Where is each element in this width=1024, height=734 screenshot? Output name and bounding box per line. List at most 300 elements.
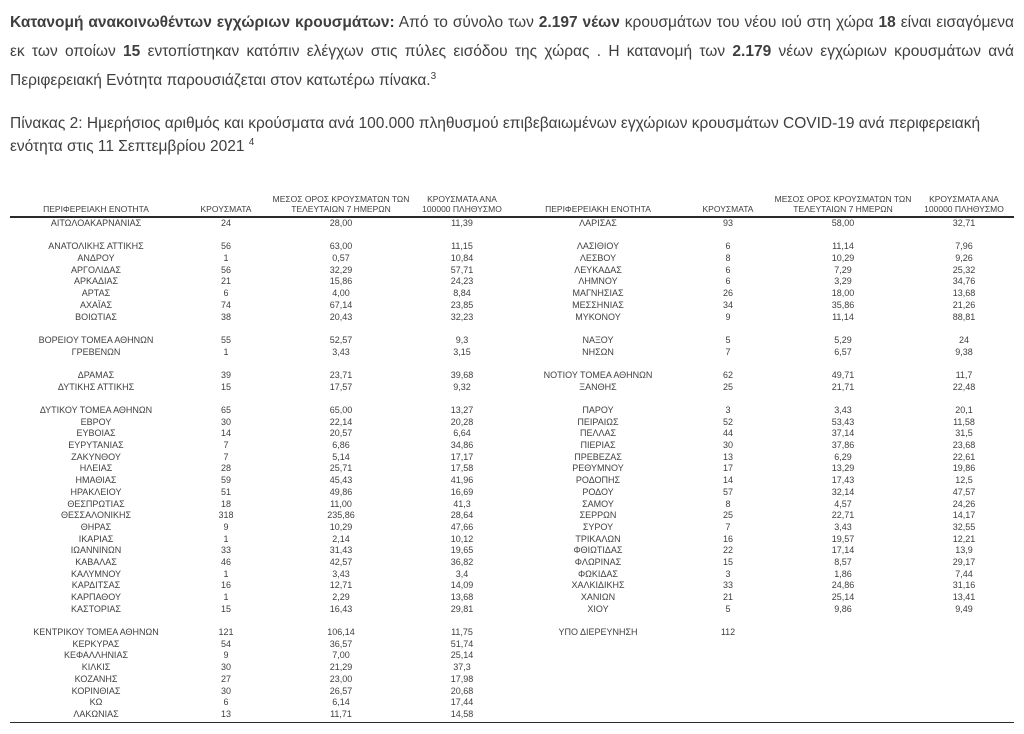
value-cell — [914, 358, 1014, 370]
value-cell: 17,57 — [329, 381, 353, 392]
value-cell: 25,71 — [329, 463, 353, 474]
value-cell — [914, 639, 1014, 651]
region-name-cell: ΣΑΜΟΥ — [582, 498, 614, 509]
table-row — [10, 639, 1014, 651]
table-row — [10, 686, 1014, 698]
value-cell: 7,29 — [834, 264, 852, 275]
table-row — [10, 674, 1014, 686]
value-cell: 6,29 — [834, 451, 852, 462]
value-cell: 5 — [725, 603, 731, 614]
value-cell: 106,14 — [327, 627, 355, 638]
value-cell — [182, 393, 270, 405]
region-name-cell: ΔΥΤΙΚΟΥ ΤΟΜΕΑ ΑΘΗΝΩΝ — [39, 405, 153, 415]
value-cell: 30 — [220, 416, 231, 427]
region-name-cell: ΚΟΡΙΝΘΙΑΣ — [71, 685, 121, 696]
region-name-cell: ΚΩ — [89, 697, 103, 708]
value-cell: 7 — [725, 346, 731, 357]
region-name-cell: ΕΒΡΟΥ — [80, 416, 112, 427]
value-cell — [914, 323, 1014, 335]
region-name-cell: ΚΑΛΥΜΝΟΥ — [70, 568, 122, 579]
region-name-cell: ΝΗΣΩΝ — [582, 346, 614, 357]
table-row — [10, 545, 1014, 557]
value-cell — [182, 323, 270, 335]
table-row — [10, 650, 1014, 662]
region-name-cell: ΗΡΑΚΛΕΙΟΥ — [70, 486, 122, 497]
table-row — [10, 230, 1014, 242]
value-cell: 17,43 — [831, 475, 855, 486]
region-name-cell: ΑΡΚΑΔΙΑΣ — [73, 276, 119, 287]
value-cell: 1 — [223, 346, 229, 357]
value-cell: 7,44 — [955, 568, 973, 579]
table-row — [10, 557, 1014, 569]
value-cell: 121 — [218, 627, 234, 638]
value-cell: 20,57 — [329, 428, 353, 439]
value-cell: 6 — [725, 264, 731, 275]
value-cell — [684, 358, 772, 370]
table-row — [10, 662, 1014, 674]
value-cell: 29,81 — [450, 603, 474, 614]
value-cell — [914, 709, 1014, 721]
region-name-cell: ΚΙΛΚΙΣ — [81, 662, 111, 673]
value-cell: 25,32 — [952, 264, 976, 275]
value-cell: 41,96 — [450, 475, 474, 486]
value-cell: 11,58 — [953, 416, 975, 427]
value-cell: 16 — [220, 580, 231, 591]
region-name-cell: ΧΑΛΚΙΔΙΚΗΣ — [571, 580, 625, 591]
table-row — [10, 615, 1014, 627]
value-cell: 8 — [725, 498, 731, 509]
table-row — [10, 452, 1014, 464]
intro-text-1: Από το σύνολο των — [394, 14, 539, 31]
table-row — [10, 499, 1014, 511]
region-name-cell: ΚΑΡΔΙΤΣΑΣ — [71, 580, 121, 591]
value-cell — [684, 230, 772, 242]
value-cell — [772, 686, 914, 698]
value-cell: 35,86 — [831, 299, 855, 310]
region-name-cell — [512, 230, 684, 242]
value-cell: 17,44 — [450, 697, 474, 708]
value-cell: 14 — [220, 428, 231, 439]
value-cell: 58,00 — [831, 218, 855, 228]
region-name-cell — [512, 709, 684, 721]
value-cell: 20,1 — [955, 405, 973, 415]
region-name-cell: ΑΝΔΡΟΥ — [77, 253, 115, 264]
region-name-cell: ΦΘΙΩΤΙΔΑΣ — [573, 545, 623, 556]
table-row — [10, 218, 1014, 230]
value-cell: 3,43 — [834, 521, 852, 532]
value-cell — [772, 358, 914, 370]
value-cell — [412, 230, 512, 242]
value-cell: 26,57 — [329, 685, 353, 696]
value-cell: 13,29 — [831, 463, 855, 474]
value-cell: 49,86 — [329, 486, 353, 497]
table-row — [10, 335, 1014, 347]
table-row — [10, 417, 1014, 429]
region-name-cell: ΘΕΣΠΡΩΤΙΑΣ — [67, 498, 125, 509]
header-per100k-left: ΚΡΟΥΣΜΑΤΑ ΑΝΑ 100000 ΠΛΗΘΥΣΜΟ — [422, 194, 502, 214]
value-cell: 7 — [223, 440, 229, 451]
header-region-right: ΠΕΡΙΦΕΡΕΙΑΚΗ ΕΝΟΤΗΤΑ — [545, 204, 651, 214]
value-cell — [684, 639, 772, 651]
value-cell: 15 — [220, 603, 231, 614]
table-row — [10, 440, 1014, 452]
value-cell: 22,48 — [952, 381, 976, 392]
intro-paragraph — [10, 8, 1014, 95]
value-cell — [772, 674, 914, 686]
value-cell — [772, 639, 914, 651]
value-cell: 3,29 — [834, 276, 852, 287]
value-cell: 17,17 — [450, 451, 474, 462]
table-row — [10, 475, 1014, 487]
table-row — [10, 569, 1014, 581]
region-name-cell: ΚΟΖΑΝΗΣ — [74, 673, 118, 684]
value-cell: 21,26 — [952, 299, 976, 310]
region-name-cell: ΙΚΑΡΙΑΣ — [78, 533, 114, 544]
value-cell: 10,84 — [450, 253, 474, 264]
value-cell — [270, 358, 412, 370]
region-name-cell: ΚΑΒΑΛΑΣ — [75, 556, 117, 567]
value-cell — [914, 615, 1014, 627]
table-row — [10, 276, 1014, 288]
value-cell: 93 — [722, 218, 733, 228]
value-cell: 1 — [223, 253, 229, 264]
region-name-cell — [10, 393, 182, 405]
value-cell — [412, 358, 512, 370]
footnote-marker-3: 3 — [430, 70, 437, 82]
value-cell: 3,4 — [455, 568, 469, 579]
region-name-cell: ΑΡΓΟΛΙΔΑΣ — [71, 264, 121, 275]
value-cell: 5 — [725, 334, 731, 345]
value-cell: 49,71 — [831, 369, 855, 380]
value-cell: 6 — [725, 276, 731, 287]
region-name-cell: ΛΗΜΝΟΥ — [578, 276, 618, 287]
region-name-cell: ΦΛΩΡΙΝΑΣ — [574, 556, 622, 567]
region-name-cell — [512, 323, 684, 335]
region-name-cell — [512, 662, 684, 674]
value-cell: 21 — [722, 592, 733, 602]
region-name-cell: ΑΧΑΪΑΣ — [79, 299, 113, 310]
intro-text-3: είναι εισαγόμενα εκ των οποίων — [10, 14, 1014, 60]
value-cell: 46 — [220, 556, 231, 567]
region-name-cell: ΔΥΤΙΚΗΣ ΑΤΤΙΚΗΣ — [57, 381, 135, 392]
value-cell: 32,29 — [329, 264, 353, 275]
imported-cases-count: 18 — [878, 14, 896, 31]
value-cell: 42,57 — [329, 556, 353, 567]
region-name-cell: ΘΗΡΑΣ — [80, 521, 112, 532]
value-cell: 31,16 — [952, 580, 976, 591]
value-cell: 1,86 — [834, 568, 852, 579]
value-cell: 52 — [722, 416, 733, 427]
value-cell: 6 — [223, 697, 229, 708]
region-name-cell: ΜΑΓΝΗΣΙΑΣ — [572, 288, 624, 299]
value-cell: 9 — [725, 311, 731, 322]
value-cell: 36,82 — [450, 556, 474, 567]
region-name-cell: ΡΟΔΟΥ — [582, 486, 614, 497]
table-row — [10, 697, 1014, 709]
value-cell — [914, 697, 1014, 709]
region-name-cell: ΦΩΚΙΔΑΣ — [578, 568, 618, 579]
value-cell: 14,09 — [450, 580, 474, 591]
table-row — [10, 627, 1014, 639]
region-name-cell: ΠΑΡΟΥ — [582, 405, 614, 415]
region-name-cell: ΚΕΝΤΡΙΚΟΥ ΤΟΜΕΑ ΑΘΗΝΩΝ — [33, 627, 159, 638]
value-cell: 32,55 — [952, 521, 976, 532]
value-cell: 14 — [722, 475, 733, 486]
region-name-cell: ΜΕΣΣΗΝΙΑΣ — [572, 299, 624, 310]
table-row — [10, 709, 1014, 721]
value-cell: 37,86 — [831, 440, 855, 451]
value-cell: 13 — [220, 708, 231, 719]
value-cell — [684, 674, 772, 686]
value-cell — [182, 230, 270, 242]
value-cell: 15,86 — [329, 276, 353, 287]
value-cell — [270, 615, 412, 627]
value-cell — [914, 674, 1014, 686]
value-cell — [772, 650, 914, 662]
region-name-cell: ΓΡΕΒΕΝΩΝ — [71, 346, 121, 357]
table-caption — [10, 112, 1014, 158]
region-name-cell: ΛΑΡΙΣΑΣ — [579, 218, 617, 228]
value-cell: 9,49 — [955, 603, 973, 614]
value-cell — [914, 650, 1014, 662]
value-cell: 3,43 — [834, 405, 852, 415]
value-cell: 11,14 — [832, 311, 854, 322]
table-row — [10, 288, 1014, 300]
region-name-cell — [10, 358, 182, 370]
value-cell: 41,3 — [453, 498, 471, 509]
value-cell — [914, 662, 1014, 674]
table-row — [10, 428, 1014, 440]
region-name-cell: ΛΑΚΩΝΙΑΣ — [73, 708, 119, 719]
table-row — [10, 358, 1014, 370]
region-name-cell: ΝΑΞΟΥ — [582, 334, 614, 345]
value-cell — [270, 393, 412, 405]
header-region-left: ΠΕΡΙΦΕΡΕΙΑΚΗ ΕΝΟΤΗΤΑ — [43, 204, 149, 214]
value-cell: 21,29 — [329, 662, 353, 673]
region-name-cell: ΚΕΦΑΛΛΗΝΙΑΣ — [63, 650, 129, 661]
value-cell: 11,14 — [832, 241, 854, 252]
value-cell: 65,00 — [329, 405, 353, 415]
value-cell: 53,43 — [831, 416, 855, 427]
value-cell: 13,9 — [955, 545, 973, 556]
region-name-cell: ΧΑΝΙΩΝ — [580, 592, 616, 602]
value-cell — [684, 697, 772, 709]
value-cell: 44 — [722, 428, 733, 439]
value-cell: 56 — [220, 241, 231, 252]
region-name-cell: ΛΕΥΚΑΔΑΣ — [574, 264, 622, 275]
table-row — [10, 253, 1014, 265]
value-cell: 13,68 — [952, 288, 976, 299]
value-cell: 38 — [220, 311, 231, 322]
value-cell: 9,32 — [453, 381, 471, 392]
value-cell: 32,14 — [831, 486, 855, 497]
value-cell: 51,74 — [450, 638, 474, 649]
value-cell: 1 — [223, 533, 229, 544]
value-cell: 12,21 — [952, 533, 976, 544]
value-cell: 37,3 — [453, 662, 471, 673]
value-cell: 20,68 — [450, 685, 474, 696]
table-row — [10, 510, 1014, 522]
value-cell: 47,66 — [450, 521, 474, 532]
value-cell: 65 — [220, 405, 231, 415]
value-cell: 19,57 — [831, 533, 855, 544]
value-cell: 4,57 — [834, 498, 852, 509]
value-cell: 9,86 — [834, 603, 852, 614]
region-name-cell: ΥΠΟ ΔΙΕΡΕΥΝΗΣΗ — [558, 627, 638, 638]
value-cell: 24 — [220, 218, 231, 228]
value-cell: 21 — [220, 276, 231, 287]
value-cell: 18,00 — [831, 288, 855, 299]
value-cell: 30 — [220, 685, 231, 696]
region-name-cell — [512, 674, 684, 686]
value-cell: 62 — [722, 369, 733, 380]
value-cell: 13,41 — [952, 592, 976, 602]
value-cell: 12,5 — [955, 475, 973, 486]
value-cell: 51 — [220, 486, 231, 497]
value-cell: 32,23 — [450, 311, 474, 322]
value-cell — [684, 615, 772, 627]
value-cell: 13,68 — [450, 592, 474, 602]
region-name-cell: ΖΑΚΥΝΘΟΥ — [71, 451, 121, 462]
table-row — [10, 300, 1014, 312]
region-name-cell: ΒΟΡΕΙΟΥ ΤΟΜΕΑ ΑΘΗΝΩΝ — [38, 334, 154, 345]
value-cell: 6,57 — [834, 346, 852, 357]
region-name-cell — [512, 650, 684, 662]
region-name-cell — [512, 393, 684, 405]
value-cell: 33 — [220, 545, 231, 556]
region-name-cell: ΣΕΡΡΩΝ — [579, 510, 617, 521]
region-name-cell: ΠΕΙΡΑΙΩΣ — [577, 416, 619, 427]
value-cell: 8,57 — [834, 556, 852, 567]
value-cell — [914, 393, 1014, 405]
value-cell: 8,84 — [453, 288, 471, 299]
region-name-cell: ΕΥΡΥΤΑΝΙΑΣ — [68, 440, 124, 451]
value-cell: 3 — [725, 405, 731, 415]
value-cell — [270, 230, 412, 242]
value-cell: 9 — [223, 650, 229, 661]
value-cell: 16 — [722, 533, 733, 544]
value-cell: 57 — [722, 486, 733, 497]
value-cell: 22,61 — [952, 451, 976, 462]
region-name-cell: ΒΟΙΩΤΙΑΣ — [75, 311, 117, 322]
value-cell: 11,15 — [451, 241, 473, 252]
intro-text-2: κρουσμάτων του νέου ιού στη χώρα — [619, 14, 879, 31]
region-name-cell: ΠΙΕΡΙΑΣ — [580, 440, 616, 451]
value-cell — [412, 393, 512, 405]
value-cell: 112 — [720, 627, 736, 638]
value-cell: 12,71 — [329, 580, 353, 591]
value-cell: 63,00 — [329, 241, 353, 252]
value-cell: 74 — [220, 299, 231, 310]
value-cell: 22,14 — [329, 416, 353, 427]
region-name-cell: ΑΡΤΑΣ — [81, 288, 111, 299]
value-cell: 25,14 — [831, 592, 855, 602]
value-cell: 3 — [725, 568, 731, 579]
value-cell — [684, 323, 772, 335]
value-cell: 23,71 — [329, 369, 353, 380]
header-cases-right: ΚΡΟΥΣΜΑΤΑ — [702, 204, 754, 214]
value-cell: 3,43 — [332, 346, 350, 357]
region-name-cell: ΚΑΡΠΑΘΟΥ — [70, 592, 122, 602]
value-cell: 235,86 — [327, 510, 355, 521]
value-cell: 17,98 — [450, 673, 474, 684]
value-cell: 31,43 — [329, 545, 353, 556]
value-cell: 9,26 — [955, 253, 973, 264]
value-cell: 55 — [220, 334, 231, 345]
value-cell: 34,76 — [952, 276, 976, 287]
value-cell: 19,65 — [450, 545, 474, 556]
value-cell: 57,71 — [450, 264, 474, 275]
value-cell: 10,29 — [329, 521, 353, 532]
region-name-cell — [10, 323, 182, 335]
value-cell: 2,14 — [332, 533, 350, 544]
value-cell: 39,68 — [450, 369, 474, 380]
region-name-cell: ΤΡΙΚΑΛΩΝ — [575, 533, 621, 544]
value-cell: 16,69 — [450, 486, 474, 497]
value-cell: 11,71 — [330, 708, 352, 719]
value-cell: 8 — [725, 253, 731, 264]
region-name-cell: ΙΩΑΝΝΙΝΩΝ — [70, 545, 122, 556]
value-cell — [412, 615, 512, 627]
value-cell: 9,3 — [455, 334, 469, 345]
table-caption-text: Πίνακας 2: Ημερήσιος αριθμός και κρούσματα ανά 100.000 πληθυσμού επιβεβαιωμένων εγχώριων κρουσμάτων COVID-19 ανά περιφερειακή ενότητα στις 11 Σεπτεμβρίου 2021 — [10, 115, 981, 155]
value-cell — [182, 615, 270, 627]
table-row — [10, 265, 1014, 277]
value-cell: 0,57 — [332, 253, 350, 264]
value-cell: 45,43 — [329, 475, 353, 486]
value-cell: 52,57 — [329, 334, 353, 345]
value-cell: 6,86 — [332, 440, 350, 451]
value-cell: 59 — [220, 475, 231, 486]
value-cell — [914, 627, 1014, 639]
value-cell — [914, 230, 1014, 242]
footnote-marker-4: 4 — [248, 136, 255, 148]
value-cell: 23,85 — [450, 299, 474, 310]
value-cell: 6,64 — [453, 428, 471, 439]
value-cell — [684, 650, 772, 662]
table-body — [10, 218, 1014, 723]
value-cell — [772, 323, 914, 335]
table-row — [10, 312, 1014, 324]
value-cell: 17,58 — [450, 463, 474, 474]
value-cell: 6,14 — [332, 697, 350, 708]
domestic-cases-count: 2.179 — [732, 43, 772, 60]
value-cell: 18 — [220, 498, 231, 509]
table-row — [10, 323, 1014, 335]
table-row — [10, 487, 1014, 499]
value-cell: 318 — [218, 510, 234, 521]
header-per100k-right: ΚΡΟΥΣΜΑΤΑ ΑΝΑ 100000 ΠΛΗΘΥΣΜΟ — [924, 194, 1004, 214]
value-cell: 15 — [220, 381, 231, 392]
region-name-cell: ΕΥΒΟΙΑΣ — [76, 428, 116, 439]
region-name-cell: ΞΑΝΘΗΣ — [579, 381, 617, 392]
region-name-cell: ΜΥΚΟΝΟΥ — [575, 311, 621, 322]
value-cell: 15 — [722, 556, 733, 567]
value-cell: 1 — [223, 568, 229, 579]
value-cell — [772, 615, 914, 627]
value-cell: 16,43 — [329, 603, 353, 614]
region-name-cell — [512, 697, 684, 709]
value-cell — [772, 697, 914, 709]
value-cell: 7,96 — [955, 241, 973, 252]
value-cell: 17 — [722, 463, 733, 474]
value-cell: 11,39 — [451, 218, 473, 228]
value-cell: 22 — [722, 545, 733, 556]
value-cell — [772, 393, 914, 405]
table-row — [10, 592, 1014, 604]
value-cell — [270, 323, 412, 335]
value-cell: 23,00 — [329, 673, 353, 684]
